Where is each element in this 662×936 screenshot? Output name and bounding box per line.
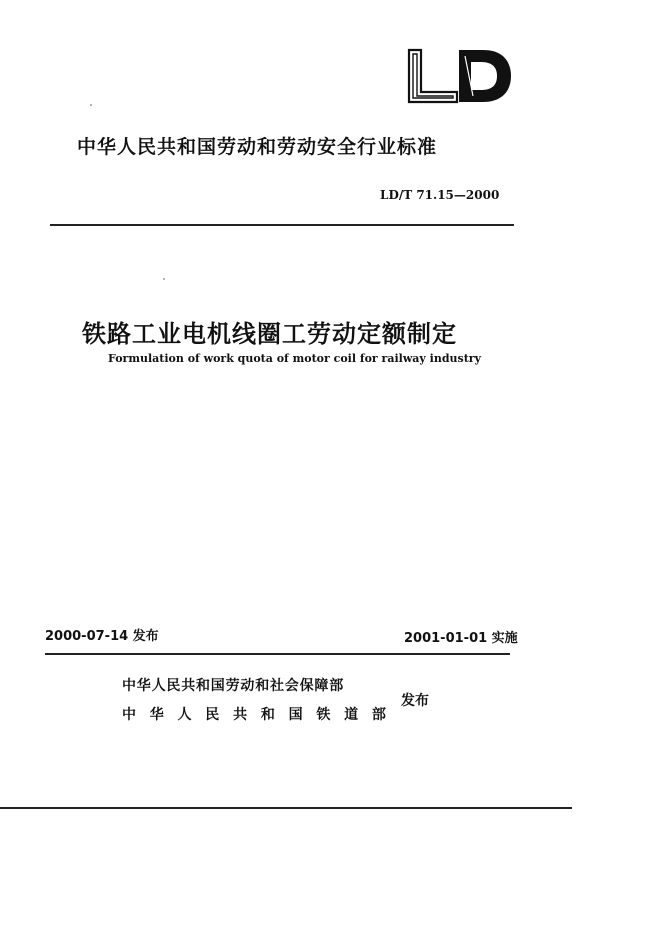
issuer-char: 人	[177, 707, 192, 723]
issuer-char: 国	[288, 707, 303, 723]
issuer-char: 民	[205, 707, 220, 723]
document-title-cn: 铁路工业电机线圈工劳动定额制定	[82, 320, 457, 348]
issuer-char: 共	[233, 707, 248, 723]
issuer-ministry-labour: 中华人民共和国劳动和社会保障部	[122, 678, 344, 694]
issuer-char: 华	[149, 707, 164, 723]
issue-date: 2000-07-14 发布	[45, 629, 159, 644]
issuer-char: 铁	[316, 707, 331, 723]
implementation-date: 2001-01-01 实施	[404, 631, 518, 646]
ld-logo-icon	[407, 46, 513, 106]
issuer-char: 中	[122, 707, 136, 723]
scan-speck	[90, 104, 92, 106]
ld-logo	[407, 46, 513, 106]
middle-divider	[45, 653, 510, 655]
publish-label: 发布	[401, 693, 429, 709]
bottom-divider	[0, 807, 572, 809]
issuer-char: 道	[344, 707, 359, 723]
scan-speck	[163, 278, 165, 280]
document-title-en: Formulation of work quota of motor coil for railway industry	[108, 352, 481, 365]
issuer-char: 部	[371, 707, 386, 723]
issuer-char: 和	[260, 707, 275, 723]
standard-code: LD/T 71.15—2000	[380, 188, 500, 202]
org-title: 中华人民共和国劳动和劳动安全行业标准	[77, 136, 438, 158]
issuer-ministry-railways	[122, 704, 386, 724]
top-divider	[50, 224, 514, 226]
